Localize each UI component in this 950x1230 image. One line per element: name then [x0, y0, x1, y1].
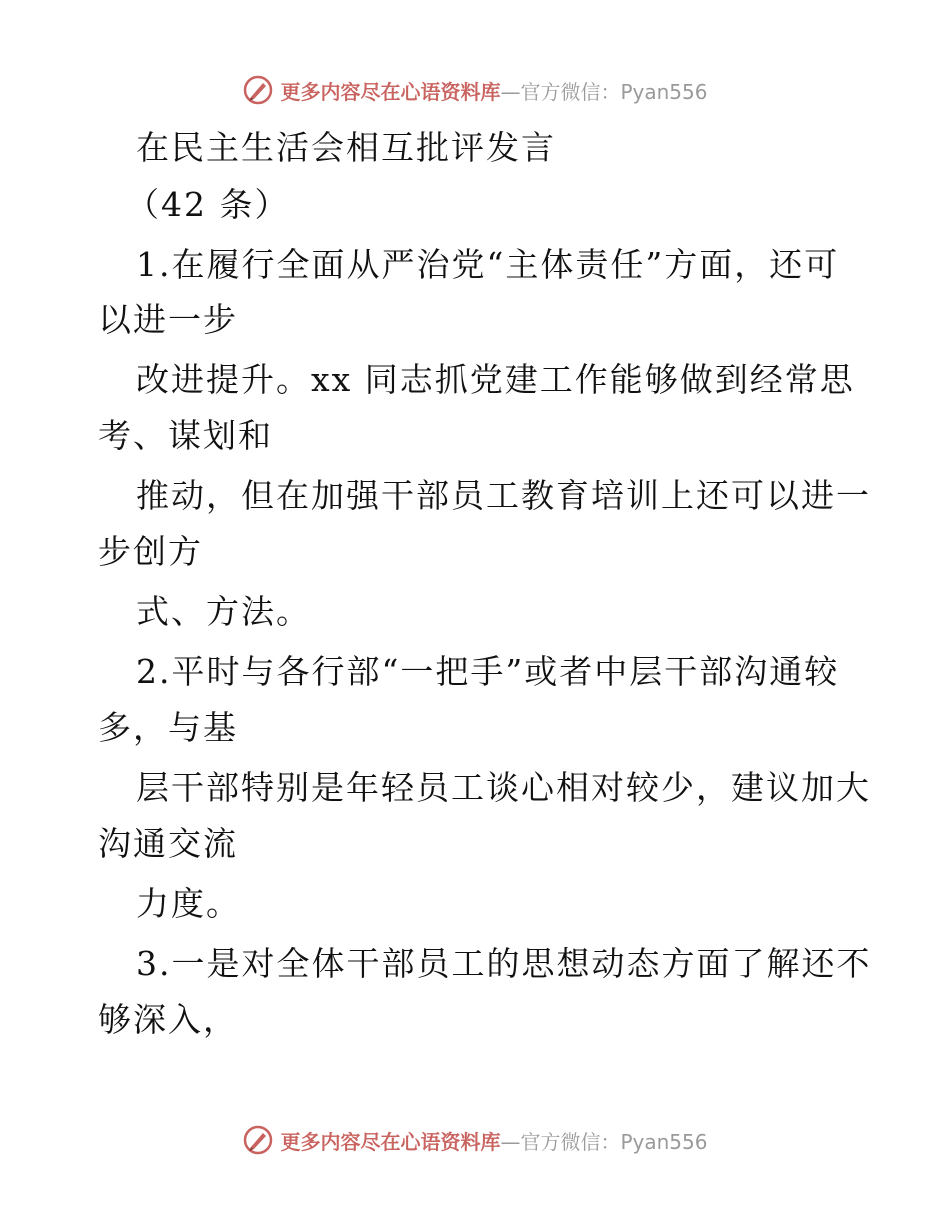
paragraph-line: 1.在履行全面从严治党“主体责任”方面，还可	[136, 245, 840, 284]
header-watermark-banner	[0, 70, 950, 110]
paragraph-line: 推动，但在加强干部员工教育培训上还可以进一	[136, 476, 871, 515]
paragraph-line: 够深入，	[98, 1000, 238, 1039]
paragraph-line: 层干部特别是年轻员工谈心相对较少，建议加大	[136, 768, 871, 807]
paragraph-line: 沟通交流	[98, 824, 238, 863]
paragraph-line: 力度。	[136, 884, 241, 923]
paragraph-line: 式、方法。	[136, 592, 311, 631]
paragraph-line: 改进提升。xx 同志抓党建工作能够做到经常思	[136, 360, 855, 399]
paragraph-line: 2.平时与各行部“一把手”或者中层干部沟通较	[136, 652, 840, 691]
pen-logo-icon	[242, 1124, 274, 1156]
banner-text: 更多内容尽在心语资料库—官方微信：Pyan556	[280, 79, 708, 104]
paragraph-line: 以进一步	[98, 300, 238, 339]
footer-watermark-banner	[0, 1120, 950, 1160]
document-title: 在民主生活会相互批评发言	[136, 128, 556, 167]
banner-text: 更多内容尽在心语资料库—官方微信：Pyan556	[280, 1129, 708, 1154]
paragraph-line: 3.一是对全体干部员工的思想动态方面了解还不	[136, 944, 872, 983]
document-subtitle: （42 条）	[126, 185, 290, 224]
paragraph-line: 考、谋划和	[98, 416, 273, 455]
paragraph-line: 步创方	[98, 532, 203, 571]
pen-logo-icon	[242, 74, 274, 106]
paragraph-line: 多，与基	[98, 708, 238, 747]
